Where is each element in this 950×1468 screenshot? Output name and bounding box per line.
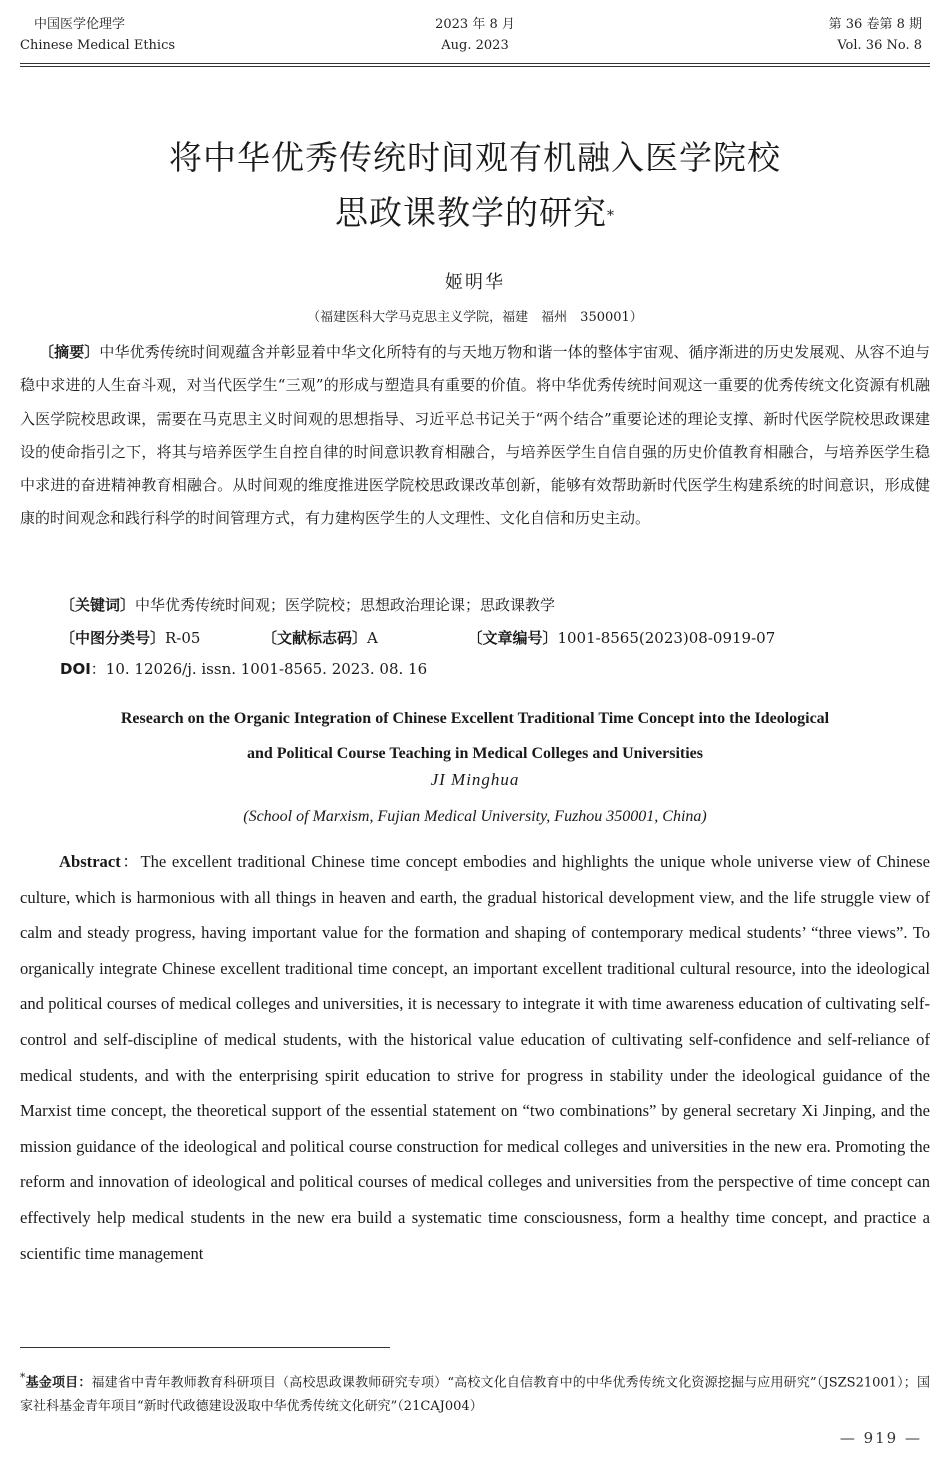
- paper-title-cn: [40, 130, 910, 240]
- header-rule: [20, 63, 930, 64]
- running-header-volume: [829, 14, 922, 56]
- title-en-line-2: and Political Course Teaching in Medical Colleges and Universities: [246, 744, 703, 762]
- running-header-date: [375, 14, 575, 56]
- doi-label: DOI: [60, 660, 91, 678]
- doc-code-label: 〔文献标志码〕: [262, 629, 368, 647]
- doc-code-value: A: [367, 629, 378, 647]
- footnote-text: 福建省中青年教师教育科研项目（高校思政课教师研究专项）“高校文化自信教育中的中华优秀传统文化资源挖掘与应用研究”（JSZS21001）；国家社科基金青年项目“新时代政德建设汲取中华优秀传统文化研究”（21CAJ004）: [20, 1375, 930, 1415]
- abstract-en-text: ：The excellent traditional Chinese time concept embodies and highlights the unique whole universe view of Chinese culture, which is harmonious with all things in heaven and earth, the gradual historical development view, and the life struggle view of calm and steady progress, having important value for the formation and shaping of contemporary medical students’ “three views”. To organically integrate Chinese excellent traditional time concept, an important excellent traditional cultural resource, into the ideological and political courses of medical colleges and universities, it is necessary to integrate it with time awareness education of cultivating self-control and self-discipline of medical students, with the historical value education of cultivating self-confidence and self-reliance of medical students, and with the enterprising spirit education to strive for progress in stability under the ideological guidance of the Marxist time concept, the theoretical support of the essential statement on “two combinations” by general secretary Xi Jinping, and the mission guidance of the ideological and political course construction for medical colleges and universities in the new era. Promoting the reform and innovation of ideological and political courses of medical colleges and universities from the perspective of time concept can effectively help medical students in the new era build a systematic time consciousness, form a healthy time concept, and practice a scientific time management: [20, 852, 930, 1263]
- affiliation-cn: （福建医科大学马克思主义学院，福建 福州 350001）: [307, 310, 643, 325]
- funding-footnote: [20, 1366, 930, 1419]
- abstract-en-label: Abstract: [59, 852, 121, 871]
- article-number-value: 1001-8565(2023)08-0919-07: [557, 629, 776, 647]
- affiliation-en: (School of Marxism, Fujian Medical University, Fuzhou 350001, China): [243, 808, 707, 825]
- title-line-2: 思政课教学的研究*: [335, 193, 615, 232]
- footnote-label: 基金项目：: [25, 1375, 92, 1391]
- article-number-label: 〔文章编号〕: [467, 629, 558, 647]
- title-line-1: 将中华优秀传统时间观有机融入医学院校: [169, 138, 781, 177]
- footnote-mark: *: [20, 1371, 26, 1384]
- footnote-rule: [20, 1347, 390, 1348]
- journal-name-cn: 中国医学伦理学: [34, 17, 126, 32]
- journal-name-en: Chinese Medical Ethics: [20, 38, 176, 53]
- doi-line: [60, 658, 427, 680]
- volume-cn: 第 36 卷第 8 期: [828, 17, 922, 32]
- author-name-cn: 姬明华: [445, 272, 505, 293]
- running-header-journal: [20, 14, 175, 56]
- keywords-text: 中华优秀传统时间观；医学院校；思想政治理论课；思政课教学: [135, 596, 556, 614]
- classification-line: [60, 627, 860, 649]
- author-name-en: JI Minghua: [430, 770, 520, 789]
- keywords-line: [60, 594, 555, 616]
- abstract-cn-text: 中华优秀传统时间观蕴含并彰显着中华文化所特有的与天地万物和谐一体的整体宇宙观、循序渐进的历史发展观、从容不迫与稳中求进的人生奋斗观，对当代医学生“三观”的形成与塑造具有重要的价值。将中华优秀传统时间观这一重要的优秀传统文化资源有机融入医学院校思政课，需要在马克思主义时间观的思想指导、习近平总书记关于“两个结合”重要论述的理论支撑、新时代医学院校思政课建设的使命指引之下，将其与培养医学生自控自律的时间意识教育相融合，与培养医学生自信自强的历史价值教育相融合，与培养医学生稳中求进的奋进精神教育相融合。从时间观的维度推进医学院校思政课改革创新，能够有效帮助新时代医学生构建系统的时间意识，形成健康的时间观念和践行科学的时间管理方式，有力建构医学生的人文理性、文化自信和历史主动。: [20, 343, 930, 528]
- issue-date-cn: 2023 年 8 月: [435, 17, 515, 32]
- abstract-en: [20, 844, 930, 1271]
- clc-value: R-05: [165, 629, 201, 647]
- issue-date-en: Aug. 2023: [441, 38, 509, 53]
- funding-mark: *: [607, 208, 615, 224]
- clc-label: 〔中图分类号〕: [60, 629, 166, 647]
- abstract-cn-paragraph: [20, 336, 930, 536]
- keywords-label: 〔关键词〕: [60, 596, 136, 614]
- title-en-line-1: Research on the Organic Integration of Chinese Excellent Traditional Time Concept into the Ideological: [120, 710, 830, 727]
- abstract-cn: [20, 336, 930, 536]
- doi-value: ：10. 12026/j. issn. 1001-8565. 2023. 08. 16: [90, 660, 428, 678]
- header-rule-double: [20, 66, 930, 67]
- page-number: — 919 —: [839, 1429, 922, 1447]
- volume-en: Vol. 36 No. 8: [837, 38, 922, 53]
- paper-title-en: [20, 702, 930, 771]
- abstract-cn-label: 〔摘要〕: [39, 343, 100, 361]
